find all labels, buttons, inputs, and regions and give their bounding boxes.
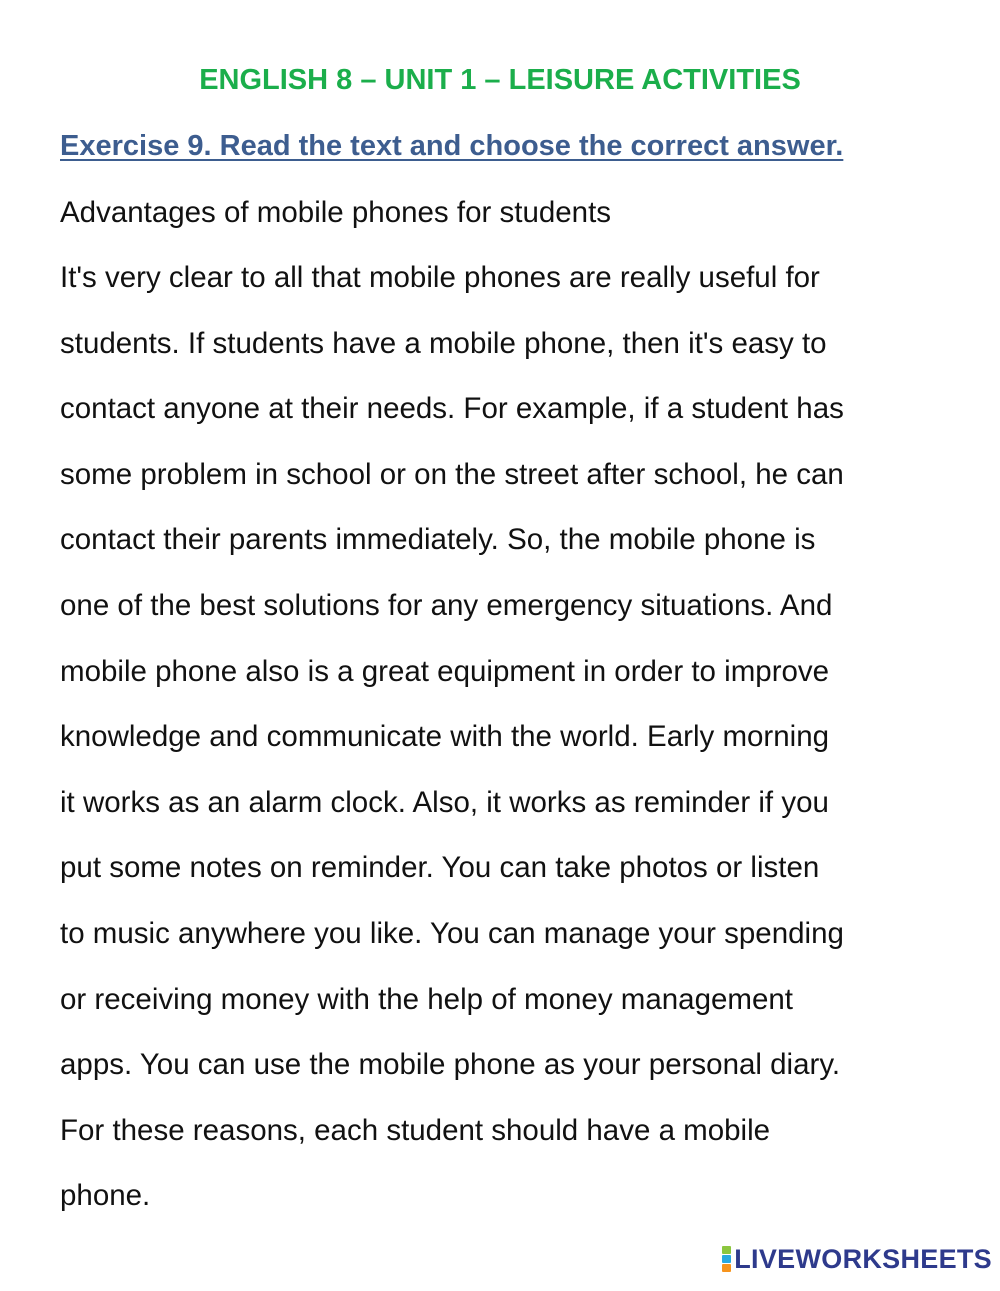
passage-line: It's very clear to all that mobile phones are really useful for: [60, 261, 820, 294]
passage-line: phone.: [60, 1179, 151, 1213]
passage-line: contact their parents immediately. So, the mobile phone is: [60, 523, 816, 557]
passage-line: some problem in school or on the street after school, he can: [60, 457, 844, 491]
passage-line: to music anywhere you like. You can manage your spending: [60, 916, 844, 950]
passage-line: mobile phone also is a great equipment in order to improve: [60, 654, 830, 688]
passage-line: apps. You can use the mobile phone as your personal diary.: [60, 1048, 841, 1082]
reading-passage: [60, 258, 844, 1242]
page-title: ENGLISH 8 – UNIT 1 – LEISURE ACTIVITIES: [199, 64, 801, 96]
liveworksheets-logo-icon: [722, 1246, 731, 1272]
exercise-heading: Exercise 9. Read the text and choose the correct answer.: [60, 130, 844, 162]
liveworksheets-brand: [722, 1243, 992, 1275]
passage-line: For these reasons, each student should have a mobile: [60, 1113, 771, 1147]
passage-line: students. If students have a mobile phone, then it's easy to: [60, 326, 827, 360]
logo-block-orange: [722, 1264, 731, 1272]
passage-line: put some notes on reminder. You can take photos or listen: [60, 851, 820, 885]
logo-block-blue: [722, 1255, 731, 1263]
passage-line: one of the best solutions for any emergency situations. And: [60, 588, 833, 622]
passage-line: it works as an alarm clock. Also, it works as reminder if you: [60, 785, 829, 819]
passage-line: contact anyone at their needs. For example, if a student has: [60, 392, 844, 426]
passage-line: knowledge and communicate with the world. Early morning: [60, 720, 830, 754]
passage-title: Advantages of mobile phones for students: [60, 196, 612, 229]
passage-line: or receiving money with the help of money management: [60, 982, 793, 1016]
brand-wordmark: LIVEWORKSHEETS: [734, 1244, 992, 1274]
logo-block-green: [722, 1246, 731, 1254]
